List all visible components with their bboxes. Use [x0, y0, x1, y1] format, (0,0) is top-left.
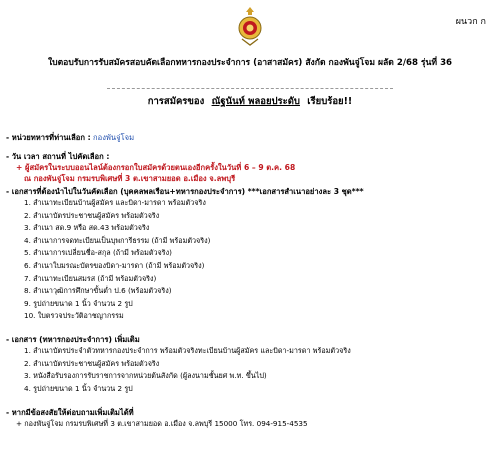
documents-label: - เอกสารที่ต้องนำไปในวันคัดเลือก (บุคคลพลเรือน+ทหารกองประจำการ) ***เอกสารสำเนาอย่างละ 3 ชุด*** — [6, 187, 364, 196]
unit-label: - หน่วยทหารที่ท่านเลือก : — [6, 133, 91, 142]
schedule-section — [6, 151, 295, 184]
contact-section — [6, 407, 308, 429]
contact-label: - หากมีข้อสงสัยให้ต่อบถามเพิ่มเติมได้ที่ — [6, 408, 134, 417]
divider — [107, 88, 393, 89]
documents-list — [6, 197, 364, 323]
annex-label: ผนวก ก — [455, 17, 486, 27]
army-emblem-icon — [236, 6, 264, 46]
list-item: 3. หนังสือรับรองการรับราชการจากหน่วยต้นสังกัด (ผู้ลงนามชั้นยศ พ.ท. ขึ้นไป) — [24, 371, 267, 381]
documents-extra-label: - เอกสาร (ทหารกองประจำการ) เพิ่มเติม — [6, 335, 140, 344]
unit-section — [6, 132, 134, 143]
list-item: 9. รูปถ่ายขนาด 1 นิ้ว จำนวน 2 รูป — [24, 298, 133, 308]
unit-value: กองพันจู่โจม — [93, 133, 135, 142]
list-item: 5. สำเนาการเปลี่ยนชื่อ-สกุล (ถ้ามี พร้อมตัวจริง) — [24, 248, 172, 258]
contact-details: + กองพันจู่โจม กรมรบพิเศษที่ 3 ต.เขาสามยอด อ.เมือง จ.ลพบุรี 15000 โทร. 094-915-4535 — [16, 419, 308, 428]
registration-status — [0, 94, 500, 109]
list-item: 6. สำเนาใบมรณะบัตรของบิดา-มารดา (ถ้ามี พร้อมตัวจริง) — [24, 260, 205, 270]
schedule-label: - วัน เวลา สถานที่ ไปคัดเลือก : — [6, 152, 110, 161]
documents-section — [6, 186, 364, 323]
list-item: 2. สำเนาบัตรประชาชนผู้สมัคร พร้อมตัวจริง — [24, 358, 160, 368]
schedule-date: + ผู้สมัครในระบบออนไลน์ต้องกรอกใบสมัครด้วยตนเองอีกครั้งในวันที่ 6 – 9 ต.ค. 68 — [16, 163, 296, 172]
status-prefix: การสมัครของ — [147, 96, 205, 107]
list-item: 10. ใบตรวจประวัติอาชญากรรม — [24, 311, 124, 321]
list-item: 4. สำเนาการจดทะเบียนเป็นบุพการีธรรม (ถ้ามี พร้อมตัวจริง) — [24, 235, 211, 245]
list-item: 3. สำเนา สด.9 หรือ สด.43 พร้อมตัวจริง — [24, 223, 150, 233]
list-item: 4. รูปถ่ายขนาด 1 นิ้ว จำนวน 2 รูป — [24, 383, 133, 393]
status-suffix: เรียบร้อย!! — [307, 96, 353, 107]
applicant-name: ณัฐนันท์ พลอยประดับ — [211, 96, 300, 107]
schedule-location: ณ กองพันจู่โจม กรมรบพิเศษที่ 3 ต.เขาสามยอด อ.เมือง จ.ลพบุรี — [24, 174, 236, 183]
list-item: 2. สำเนาบัตรประชาชนผู้สมัคร พร้อมตัวจริง — [24, 210, 160, 220]
list-item: 1. สำเนาทะเบียนบ้านผู้สมัคร และบิดา-มารดา พร้อมตัวจริง — [24, 198, 206, 207]
document-title: ใบตอบรับการรับสมัครสอบคัดเลือกทหารกองประจำการ (อาสาสมัคร) สังกัด กองพันจู่โจม ผลัด 2/68 รุ่นที่ 36 — [47, 58, 453, 68]
documents-extra-section — [6, 334, 351, 395]
list-item: 8. สำเนาวุฒิการศึกษาขั้นต่ำ ป.6 (พร้อมตัวจริง) — [24, 286, 172, 296]
list-item: 7. สำเนาทะเบียนสมรส (ถ้ามี พร้อมตัวจริง) — [24, 273, 157, 283]
documents-extra-list — [6, 345, 351, 395]
list-item: 1. สำเนาบัตรประจำตัวทหารกองประจำการ พร้อมตัวจริงทะเบียนบ้านผู้สมัคร และบิดา-มารดา พร้อมตัวจริง — [24, 346, 351, 355]
